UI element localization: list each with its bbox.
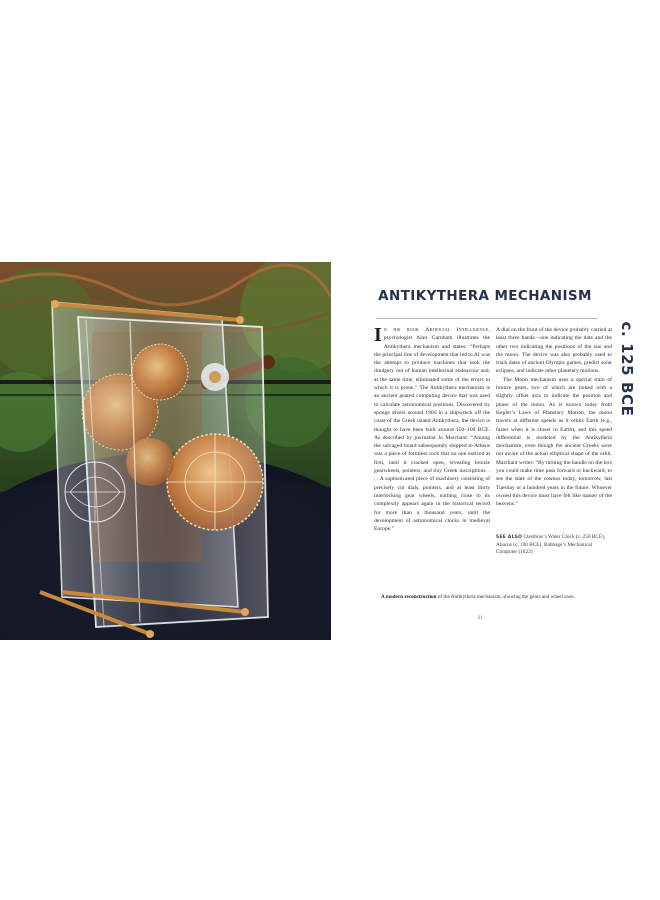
page-number: 31 [477,615,483,621]
dropcap: I [374,324,382,346]
caption-text: of the Antikythera mechanism, showing the gears and wheel axes. [436,594,575,600]
col1-paragraph-1 [374,326,490,533]
see-also-text: Ctesibius’s Water Clock (c. 250 BCE), Abacus (c. 190 BCE), Babbage’s Mechanical Computer (1822) [496,534,606,556]
caption-bold: A modern reconstruction [381,594,437,600]
body-column-1 [374,326,490,533]
col2-paragraph-2: The Moon mechanism uses a special train of bronze gears, two of which are linked with a slightly offset axis to indicate the position and phase of the moon. As is known today from Kepler’s Laws of Planetary Motion, the moon travels at different speeds as it orbits Earth (e.g., faster when it is closer to Earth), and this speed differential is modeled by the Antikythera mechanism, even though the ancient Greeks were not aware of the actual elliptical shape of the orbit. Marchant writes: “By turning the handle on the box you could make time pass forward or backward, to see the state of the cosmos today, tomorrow, last Tuesday or a hundred years in the future. Whoever owned this device must have felt like master of the heavens.” [496,376,612,508]
col1-paragraph-1-text: psychologist Alan Garnham illustrates the Antikythera mechanism and states: “Perhaps the principal line of development that led to AI was the attempt to produce machines that took the drudgery out of human intellectual endeavour and, at the same time, eliminated some of the errors to which it is prone.” The Antikythera mechanism is an ancient geared computing device that was used to calculate astronomical positions. Discovered by sponge divers around 1900 in a shipwreck off the coast of the Greek island Antikythera, the device is thought to have been built around 150–100 BCE. As described by journalist Jo Marchant: “Among the salvaged hoard subsequently shipped to Athens was a piece of formless rock that no one noticed at first, until it cracked open, revealing bronze gearwheels, pointers, and tiny Greek inscriptions. . . . A sophisticated piece of machinery consisting of precisely cut dials, pointers, and at least thirty interlocking gear wheels, nothing close to its complexity appears again in the historical record for more than a thousand years, until the development of astronomical clocks in medieval Europe.” [374,335,490,533]
body-column-2 [496,326,612,509]
col2-paragraph-1: A dial on the front of the device probably carried at least three hands—one indicating the date and the other two indicating the positions of the sun and the moon. The device was also probably used to track dates of ancient Olympic games, predict solar eclipses, and indicate other planetary motions. [496,327,612,375]
mechanism-illustration [0,262,331,640]
date-tab [616,321,638,417]
heading-rule [376,318,598,319]
photo-caption [381,594,631,601]
date-tab-label: c. 125 BCE [618,321,636,417]
lead-smallcaps: n his book Artificial Intelligence, [383,327,490,333]
page-heading: ANTIKYTHERA MECHANISM [378,288,592,304]
see-also-label: SEE ALSO [496,535,523,540]
antikythera-photo [0,262,331,640]
see-also [496,534,612,557]
